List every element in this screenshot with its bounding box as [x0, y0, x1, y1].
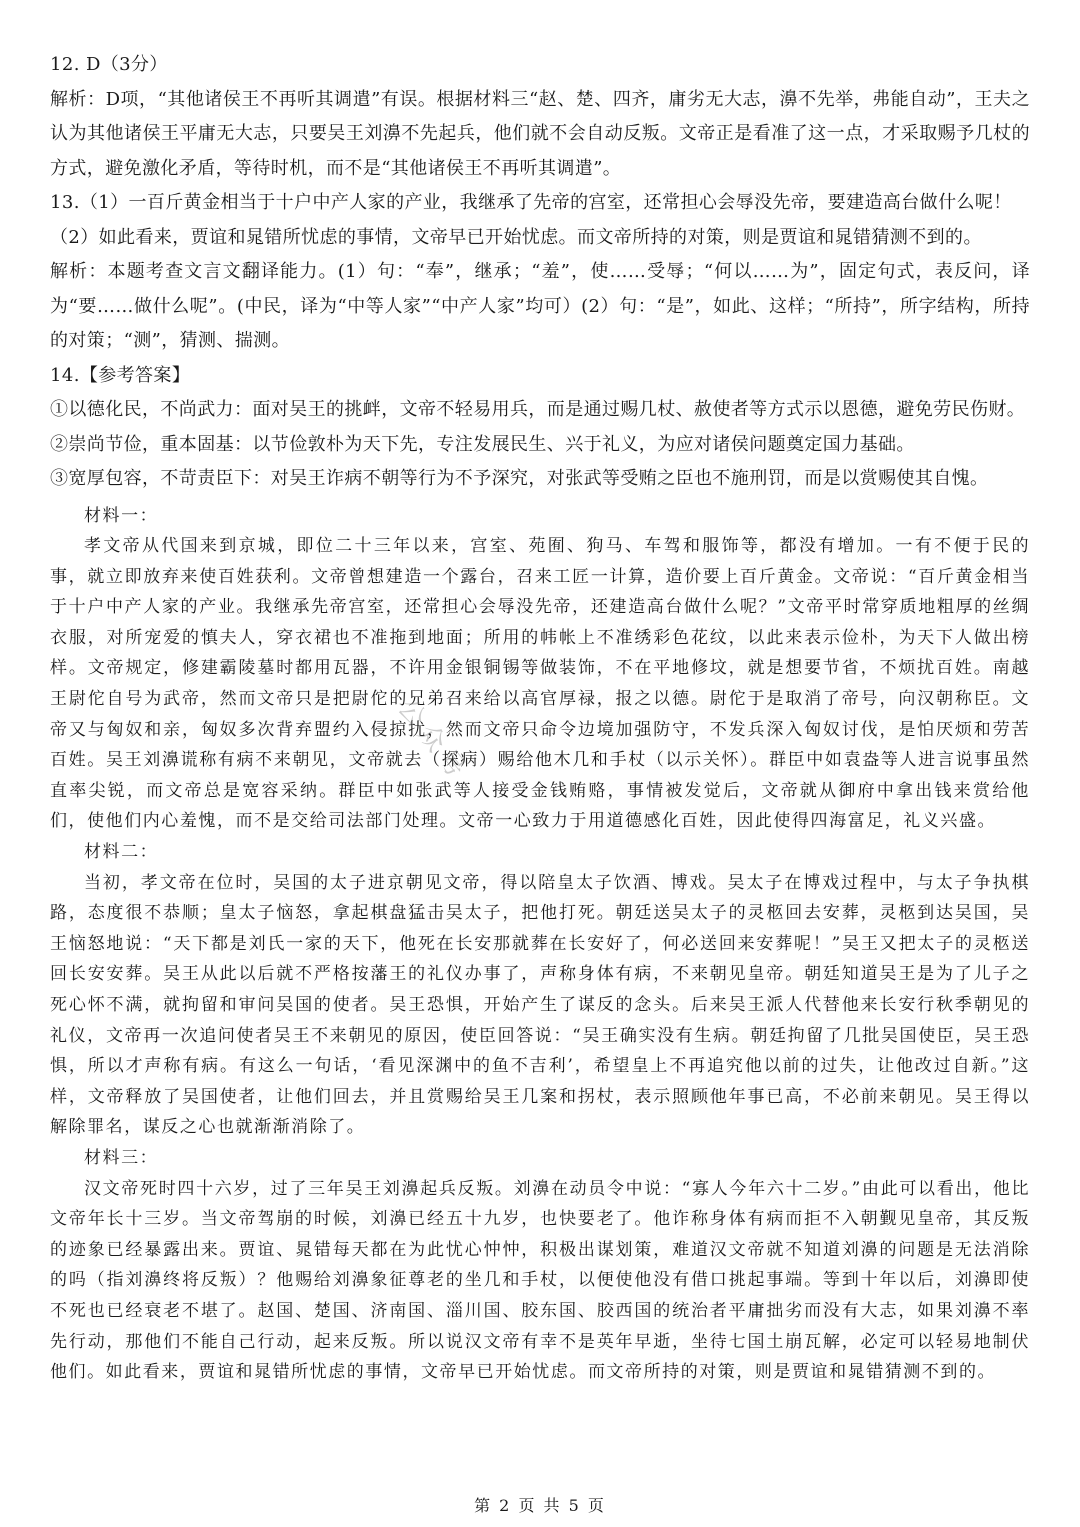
material2-title: 材料二：	[84, 842, 159, 863]
material2-text: 当初，孝文帝在位时，吴国的太子进京朝见文帝，得以陪皇太子饮酒、博戏。吴太子在博戏过程中，与太子争执棋路，态度很不恭顺；皇太子恼怒，拿起棋盘猛击吴太子，把他打死。朝廷送吴太子的灵柩回去安葬，灵柩到达吴国，吴王恼怒地说：“天下都是刘氏一家的天下，他死在长安那就葬在长安好了，何必送回来安葬呢！”吴王又把太子的灵柩送回长安安葬。吴王从此以后就不严格按藩王的礼仪办事了，声称身体有病，不来朝见皇帝。朝廷知道吴王是为了儿子之死心怀不满，就拘留和审问吴国的使者。吴王恐惧，开始产生了谋反的念头。后来吴王派人代替他来长安行秋季朝见的礼仪，文帝再一次追问使者吴王不来朝见的原因，使臣回答说：“吴王确实没有生病。朝廷拘留了几批吴国使臣，吴王恐惧，所以才声称有病。有这么一句话，‘看见深渊中的鱼不吉利’，希望皇上不再追究他以前的过失，让他改过自新。”这样，文帝释放了吴国使者，让他们回去，并且赏赐给吴王几案和拐杖，表示照顾他年事已高，不必前来朝见。吴王得以解除罪名，谋反之心也就渐渐消除了。	[50, 872, 1030, 1138]
q12-header: 12. D（3分）	[50, 54, 168, 75]
materials-section	[50, 501, 1030, 1388]
q13-analysis: 解析：本题考查文言文翻译能力。(1）句：“奉”，继承；“羞”，使……受辱；“何以……为”，固定句式，表反问，译为“要……做什么呢”。(中民，译为“中等人家”“中产人家”均可）(2）句：“是”，如此、这样；“所持”，所字结构，所持的对策；“测”，猜测、揣测。	[50, 261, 1030, 351]
material3-title: 材料三：	[84, 1147, 159, 1168]
material1-text: 孝文帝从代国来到京城，即位二十三年以来，宫室、苑囿、狗马、车驾和服饰等，都没有增加。一有不便于民的事，就立即放弃来使百姓获利。文帝曾想建造一个露台，召来工匠一计算，造价要上百斤黄金。文帝说：“百斤黄金相当于十户中产人家的产业。我继承先帝宫室，还常担心会辱没先帝，还建造高台做什么呢？”文帝平时常穿质地粗厚的丝绸衣服，对所宠爱的慎夫人，穿衣裙也不准拖到地面；所用的帏帐上不准绣彩色花纹，以此来表示俭朴，为天下人做出榜样。文帝规定，修建霸陵墓时都用瓦器，不许用金银铜锡等做装饰，不在平地修坟，就是想要节省，不烦扰百姓。南越王尉佗自号为武帝，然而文帝只是把尉佗的兄弟召来给以高官厚禄，报之以德。尉佗于是取消了帝号，向汉朝称臣。文帝又与匈奴和亲，匈奴多次背弃盟约入侵掠扰，然而文帝只命令边境加强防守，不发兵深入匈奴讨伐，是怕厌烦和劳苦百姓。吴王刘濞谎称有病不来朝见，文帝就去（探病）赐给他木几和手杖（以示关怀）。群臣中如袁盎等人进言说事虽然直率尖锐，而文帝总是宽容采纳。群臣中如张武等人接受金钱贿赂，事情被发觉后，文帝就从御府中拿出钱来赏给他们，使他们内心羞愧，而不是交给司法部门处理。文帝一心致力于用道德感化百姓，因此使得四海富足，礼义兴盛。	[50, 536, 1030, 832]
material1-title: 材料一：	[84, 505, 159, 526]
q12-analysis: 解析：D项，“其他诸侯王不再听其调遣”有误。根据材料三“赵、楚、四齐，庸劣无大志，濞不先举，弗能自动”，王夫之认为其他诸侯王平庸无大志，只要吴王刘濞不先起兵，他们就不会自动反叛。文帝正是看准了这一点，才采取赐予几杖的方式，避免激化矛盾，等待时机，而不是“其他诸侯王不再听其调遣”。	[50, 88, 1030, 179]
watermark: 公众号	[391, 693, 475, 788]
q14-header: 14.【参考答案】	[50, 364, 191, 386]
document-page	[50, 48, 1030, 1388]
answer-section	[50, 48, 1030, 497]
q13-part2: （2）如此看来，贾谊和晁错所忧虑的事情，文帝早已开始忧虑。而文帝所持的对策，则是贾谊和晁错猜测不到的。	[50, 226, 982, 248]
q13-part1: 13.（1）一百斤黄金相当于十户中产人家的产业，我继承了先帝的宫室，还常担心会辱没先帝，要建造高台做什么呢！	[50, 192, 1012, 213]
material3-text: 汉文帝死时四十六岁，过了三年吴王刘濞起兵反叛。刘濞在动员令中说：“寡人今年六十二岁。”由此可以看出，他比文帝年长十三岁。当文帝驾崩的时候，刘濞已经五十九岁，也快要老了。他诈称身体有病而拒不入朝觐见皇帝，其反叛的迹象已经暴露出来。贾谊、晁错每天都在为此忧心忡忡，积极出谋划策，难道汉文帝就不知道刘濞的问题是无法消除的吗（指刘濞终将反叛）？他赐给刘濞象征尊老的坐几和手杖，以便使他没有借口挑起事端。等到十年以后，刘濞即使不死也已经衰老不堪了。赵国、楚国、济南国、淄川国、胶东国、胶西国的统治者平庸拙劣而没有大志，如果刘濞不率先行动，那他们不能自己行动，起来反叛。所以说汉文帝有幸不是英年早逝，坐待七国土崩瓦解，必定可以轻易地制伏他们。如此看来，贾谊和晁错所忧虑的事情，文帝早已开始忧虑。而文帝所持的对策，则是贾谊和晁错猜测不到的。	[50, 1178, 1030, 1383]
q14-point3: ③宽厚包容，不苛责臣下：对吴王诈病不朝等行为不予深究，对张武等受贿之臣也不施刑罚，而是以赏赐使其自愧。	[50, 468, 989, 489]
page-footer: 第 2 页 共 5 页	[474, 1496, 606, 1515]
q14-point1: ①以德化民，不尚武力：面对吴王的挑衅，文帝不轻易用兵，而是通过赐几杖、赦使者等方式示以恩德，避免劳民伤财。	[50, 399, 1026, 420]
q14-point2: ②崇尚节俭，重本固基：以节俭敦朴为天下先，专注发展民生、兴于礼义，为应对诸侯问题奠定国力基础。	[50, 433, 915, 455]
